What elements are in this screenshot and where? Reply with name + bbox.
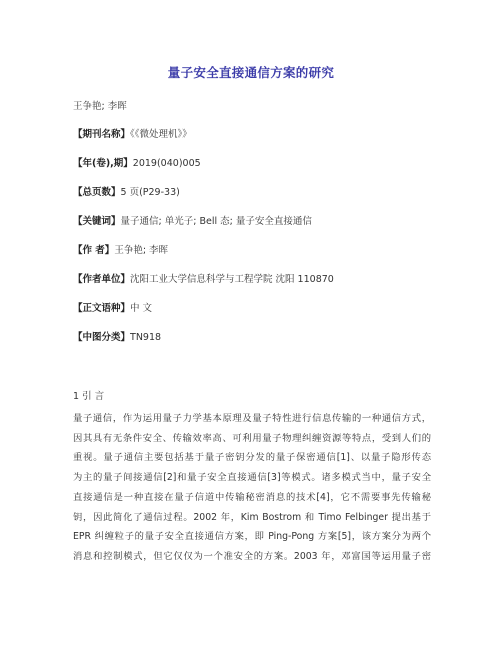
meta-label: 【期刊名称】 [73,129,131,140]
document-authors: 王争艳; 李晖 [73,101,127,112]
meta-value: 王争艳; 李晖 [114,245,169,256]
paragraph-line: 为主的量子间接通信[2]和量子安全直接通信[3]等模式。诸多模式当中，量子安全 [73,472,431,484]
paragraph-line: 钥，因此简化了通信过程。2002 年，Kim Bostrom 和 Timo Felbinger 提出基于 [73,511,431,523]
meta-label: 【作者单位】 [73,274,131,285]
meta-journal [73,126,192,140]
meta-label: 【作 者】 [73,245,115,256]
meta-author [73,242,168,256]
meta-label: 【关键词】 [73,216,121,227]
meta-value: 量子通信; 单光子; Bell 态; 量子安全直接通信 [120,216,312,227]
paragraph-line: 直接通信是一种直接在量子信道中传输秘密消息的技术[4]，它不需要事先传输秘 [73,491,431,503]
paragraph-line: EPR 纠缠粒子的量子安全直接通信方案，即 Ping-Pong 方案[5]，该方案分为两个 [73,531,431,543]
meta-affiliation [73,271,334,285]
meta-value: TN918 [130,332,162,343]
meta-language [73,300,152,314]
paragraph-line: 因其具有无条件安全、传输效率高、可利用量子物理纠缠资源等特点，受到人们的 [73,432,431,444]
body-paragraph [73,409,431,567]
meta-classification [73,329,161,343]
document-title: 量子安全直接通信方案的研究 [167,65,335,80]
paragraph-line: 消息和控制模式，但它仅仅为一个准安全的方案。2003 年，邓富国等运用量子密 [73,550,431,562]
meta-label: 【总页数】 [73,187,121,198]
meta-label: 【正文语种】 [73,303,131,314]
meta-volume [73,155,201,169]
meta-value: 中 文 [130,303,153,314]
meta-label: 【中图分类】 [73,332,131,343]
paragraph-line: 重视。量子通信主要包括基于量子密钥分发的量子保密通信[1]、以量子隐形传态 [73,452,431,464]
meta-value: 《《微处理机》》 [130,129,192,140]
paragraph-line: 量子通信，作为运用量子力学基本原理及量子特性进行信息传输的一种通信方式， [73,413,431,424]
meta-label: 【年(卷),期】 [73,158,133,169]
section-heading: 1 引 言 [73,391,105,402]
meta-pages [73,184,180,198]
meta-value: 2019(040)005 [132,158,201,169]
meta-value: 沈阳工业大学信息科学与工程学院 沈阳 110870 [130,274,334,285]
meta-keywords [73,213,312,227]
meta-value: 5 页(P29-33) [120,187,180,198]
